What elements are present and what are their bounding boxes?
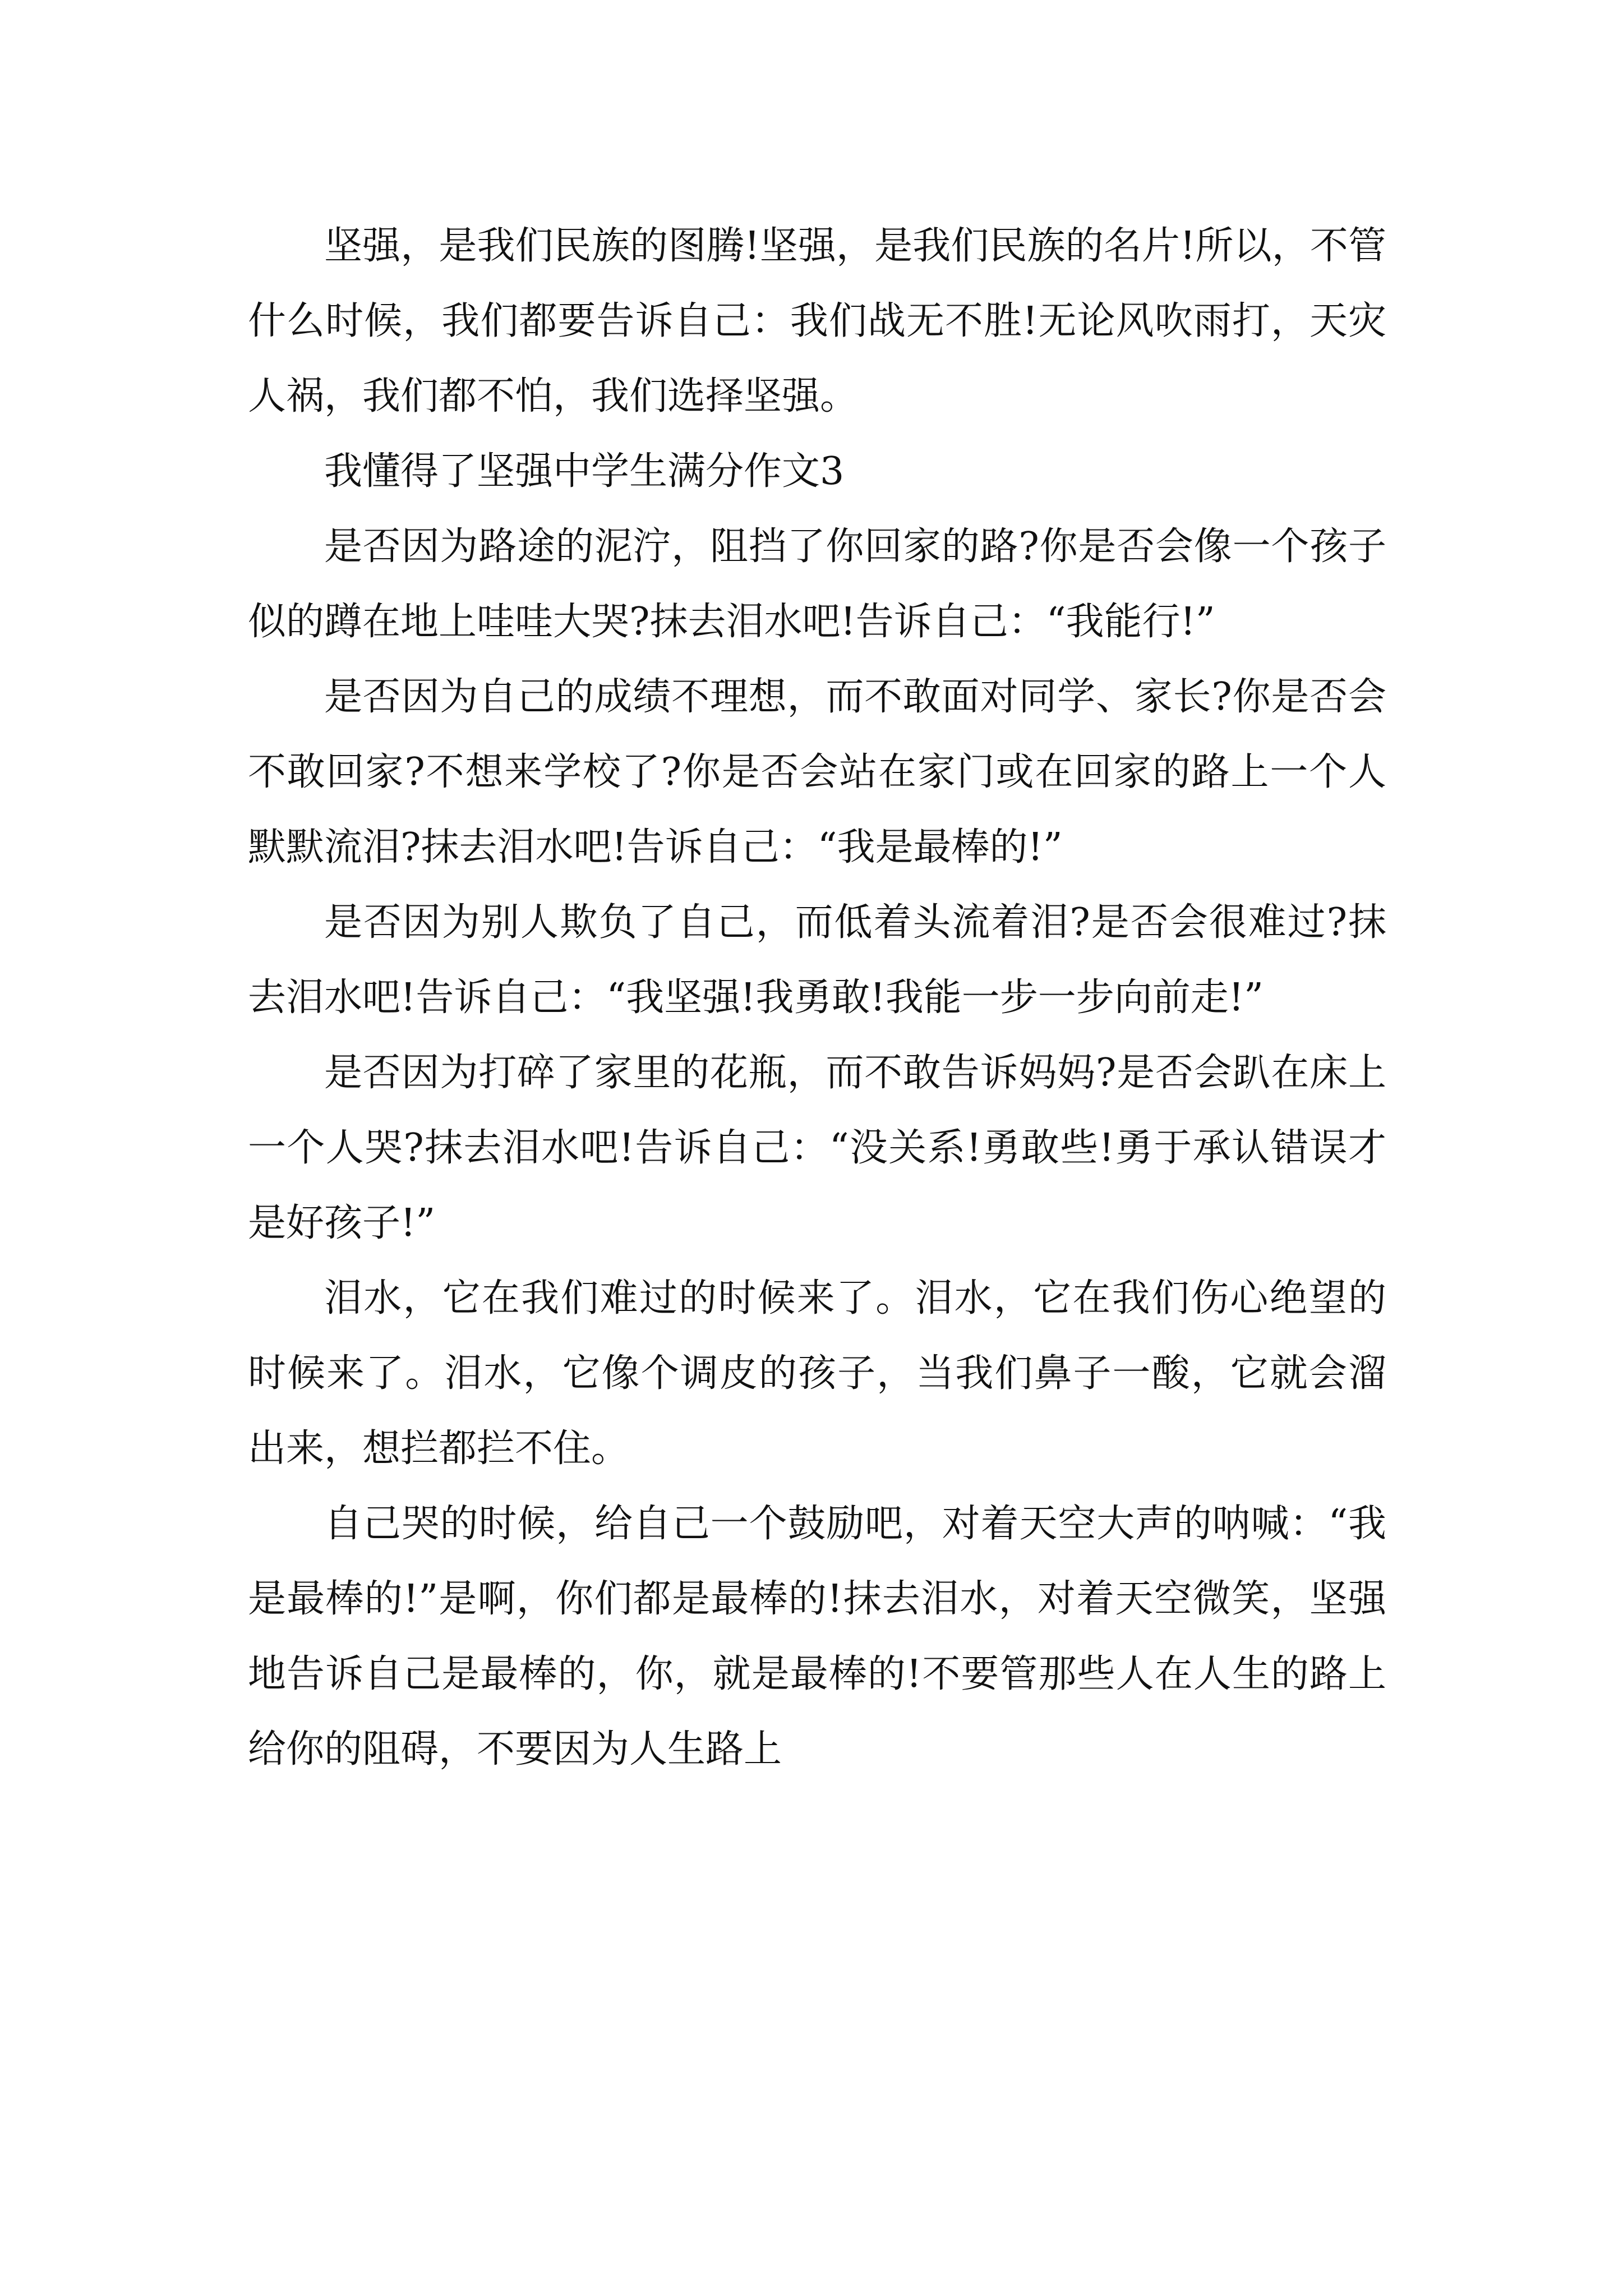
paragraph-broken-vase: 是否因为打碎了家里的花瓶，而不敢告诉妈妈?是否会趴在床上一个人哭?抹去泪水吧!告诉自己：“没关系!勇敢些!勇于承认错误才是好孩子!” xyxy=(248,1051,1386,1245)
essay-body xyxy=(248,209,1386,1787)
paragraph-tears: 泪水，它在我们难过的时候来了。泪水，它在我们伤心绝望的时候来了。泪水，它像个调皮的孩子，当我们鼻子一酸，它就会溜出来，想拦都拦不住。 xyxy=(248,1276,1386,1471)
paragraph-bullied: 是否因为别人欺负了自己，而低着头流着泪?是否会很难过?抹去泪水吧!告诉自己：“我坚强!我勇敢!我能一步一步向前走!” xyxy=(248,900,1386,1020)
paragraph-encouragement: 自己哭的时候，给自己一个鼓励吧，对着天空大声的呐喊：“我是最棒的!”是啊，你们都是最棒的!抹去泪水，对着天空微笑，坚强地告诉自己是最棒的，你，就是最棒的!不要管那些人在人生的路上给你的阻碍，不要因为人生路上 xyxy=(248,1502,1386,1772)
paragraph-muddy-road: 是否因为路途的泥泞，阻挡了你回家的路?你是否会像一个孩子似的蹲在地上哇哇大哭?抹去泪水吧!告诉自己：“我能行!” xyxy=(248,524,1386,644)
essay-title: 我懂得了坚强中学生满分作文3 xyxy=(324,449,845,494)
paragraph-conclusion: 坚强，是我们民族的图腾!坚强，是我们民族的名片!所以，不管什么时候，我们都要告诉自己：我们战无不胜!无论风吹雨打，天灾人祸，我们都不怕，我们选择坚强。 xyxy=(248,224,1386,418)
paragraph-grades: 是否因为自己的成绩不理想，而不敢面对同学、家长?你是否会不敢回家?不想来学校了?你是否会站在家门或在回家的路上一个人默默流泪?抹去泪水吧!告诉自己：“我是最棒的!” xyxy=(248,675,1386,869)
